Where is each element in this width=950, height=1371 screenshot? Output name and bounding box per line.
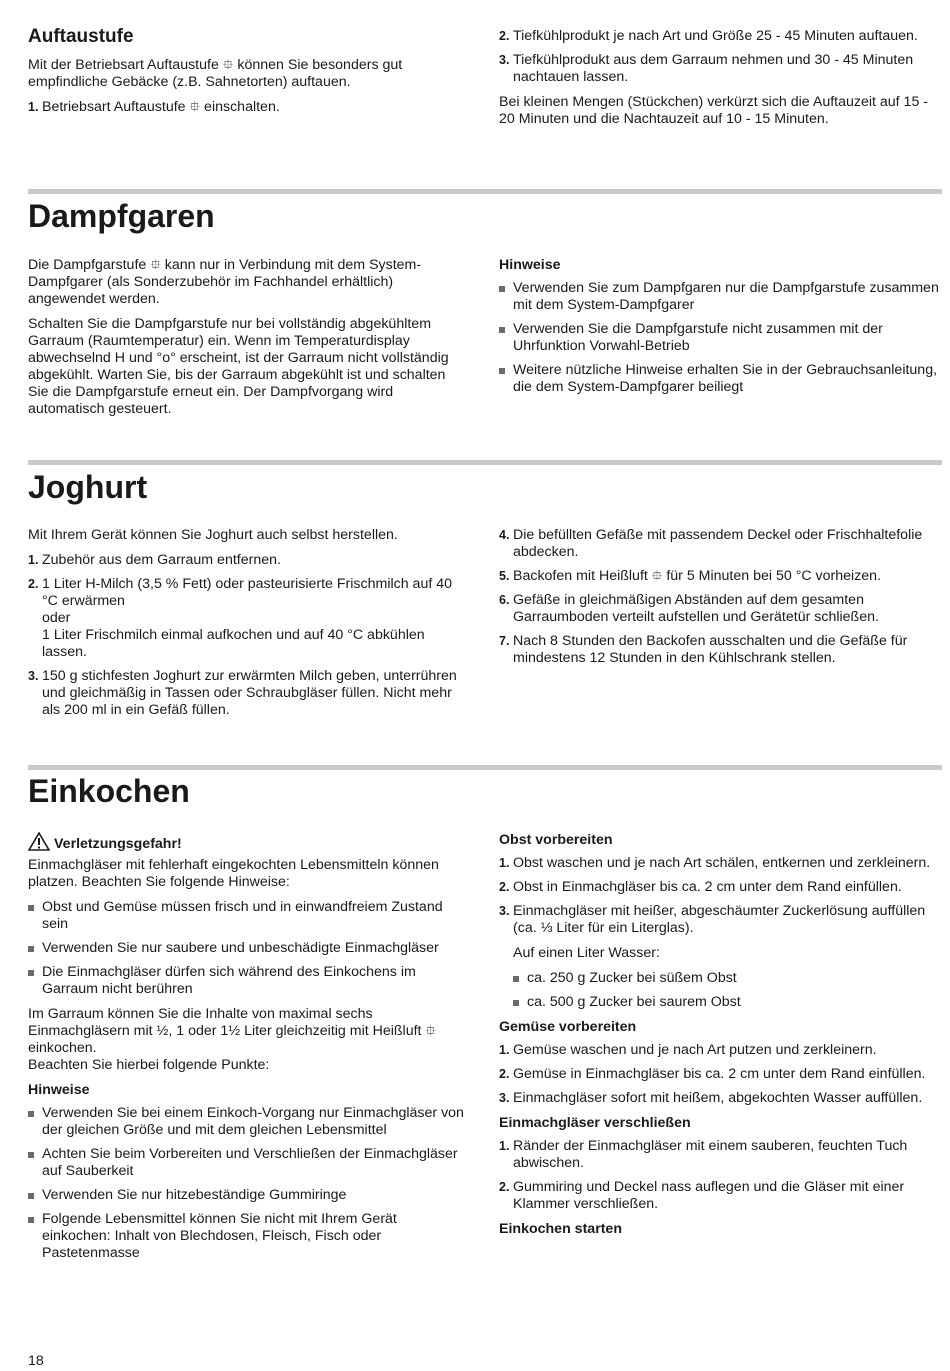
list-item: 2. Gummiring und Deckel nass auflegen und die Gläser mit einer Klammer verschließen. — [499, 1179, 905, 1212]
gemuese-title: Gemüse vorbereiten — [499, 1019, 637, 1035]
list-item: Obst und Gemüse müssen frisch und in einwandfreiem Zustand sein — [28, 899, 468, 933]
list-item: 2. Gemüse in Einmachgläser bis ca. 2 cm unter dem Rand einfüllen. — [499, 1066, 926, 1082]
einkochen-hinweise-list — [28, 1105, 468, 1262]
list-item: Verwenden Sie nur saubere und unbeschädigte Einmachgläser — [28, 940, 468, 957]
joghurt-title: Joghurt — [28, 469, 148, 505]
section-divider — [28, 189, 942, 194]
joghurt-left — [28, 527, 468, 727]
warn-text: Einmachgläser mit fehlerhaft eingekochten Lebensmitteln können platzen. Beachten Sie folgende Hinweise: — [28, 857, 439, 890]
list-item: Verwenden Sie zum Dampfgaren nur die Dampfgarstufe zusammen mit dem System-Dampfgarer — [499, 280, 939, 314]
joghurt-right — [499, 527, 939, 675]
list-item: 3. 150 g stichfesten Joghurt zur erwärmten Milch geben, unterrühren und gleichmäßig in Tassen oder Schraubgläser füllen. Nicht mehr als 200 ml in ein Gefäß füllen. — [28, 668, 457, 718]
auftau-steps-right — [499, 28, 939, 86]
warning-label: Verletzungsgefahr! — [54, 836, 182, 852]
section-divider — [28, 460, 942, 465]
dampf-p1: Die Dampfgarstufe ⯐ kann nur in Verbindung mit dem System-Dampfgarer (als Sonderzubehör im Fachhandel erhältlich) angewendet werden. — [28, 257, 422, 307]
einkochen-right — [499, 832, 939, 1244]
dampf-left — [28, 257, 468, 426]
list-item: 1. Ränder der Einmachgläser mit einem sauberen, feuchten Tuch abwischen. — [499, 1138, 908, 1171]
list-item: 1. Gemüse waschen und je nach Art putzen und zerkleinern. — [499, 1042, 877, 1058]
dampf-hinweise-list — [499, 280, 939, 396]
auftau-note: Bei kleinen Mengen (Stückchen) verkürzt sich die Auftauzeit auf 15 - 20 Minuten und die Nachtauzeit auf 10 - 15 Minuten. — [499, 94, 929, 127]
section-divider — [28, 765, 942, 770]
capacity-text: Im Garraum können Sie die Inhalte von maximal sechs Einmachgläsern mit ½, 1 oder 1½ Liter gleichzeitig mit Heißluft ⯐ einkochen. Beachten Sie hierbei folgende Punkte: — [28, 1006, 437, 1073]
start-title: Einkochen starten — [499, 1221, 622, 1237]
einkochen-title: Einkochen — [28, 773, 190, 809]
list-item: 3. Einmachgläser sofort mit heißem, abgekochten Wasser auffüllen. — [499, 1090, 923, 1106]
verschl-title: Einmachgläser verschließen — [499, 1115, 691, 1131]
auftau-steps-left — [28, 99, 468, 116]
list-item: ca. 500 g Zucker bei saurem Obst — [513, 994, 939, 1011]
dampf-right — [499, 257, 939, 404]
list-item: 2. 1 Liter H-Milch (3,5 % Fett) oder pasteurisierte Frischmilch auf 40 °C erwärmen oder 1 Liter Frischmilch einmal aufkochen und auf 40 °C abkühlen lassen. — [28, 576, 453, 660]
joghurt-steps-left — [28, 552, 468, 719]
obst-sugar-list — [513, 970, 939, 1011]
joghurt-steps-right — [499, 527, 939, 667]
list-item: Verwenden Sie bei einem Einkoch-Vorgang nur Einmachgläser von der gleichen Größe und mit dem gleichen Lebensmittel — [28, 1105, 468, 1139]
list-item: 6. Gefäße in gleichmäßigen Abständen auf dem gesamten Garraumboden verteilt aufstellen und Gerätetür schließen. — [499, 592, 879, 625]
dampf-hinweise-title: Hinweise — [499, 257, 561, 273]
list-item: Verwenden Sie nur hitzebeständige Gummiringe — [28, 1187, 468, 1204]
dampf-title: Dampfgaren — [28, 198, 215, 234]
einkochen-left — [28, 832, 468, 1270]
auftau-intro: Mit der Betriebsart Auftaustufe ⯐ können Sie besonders gut empfindliche Gebäcke (z.B. Sahnetorten) auftauen. — [28, 57, 403, 90]
obst-steps — [499, 855, 939, 937]
auftau-left — [28, 26, 468, 124]
list-item: 5. Backofen mit Heißluft ⯐ für 5 Minuten bei 50 °C vorheizen. — [499, 568, 882, 584]
list-item: 7. Nach 8 Stunden den Backofen ausschalten und die Gefäße für mindestens 12 Stunden in den Kühlschrank stellen. — [499, 633, 908, 666]
verschl-steps — [499, 1138, 939, 1213]
list-item: Folgende Lebensmittel können Sie nicht mit Ihrem Gerät einkochen: Inhalt von Blechdosen, Fleisch, Fisch oder Pastetenmasse — [28, 1211, 468, 1262]
list-item: 2. Tiefkühlprodukt je nach Art und Größe 25 - 45 Minuten auftauen. — [499, 28, 918, 44]
dampf-p2: Schalten Sie die Dampfgarstufe nur bei vollständig abgekühltem Garraum (Raumtemperatur) ein. Wenn im Temperaturdisplay abwechselnd H und °o° erscheint, ist der Garraum nicht vollständig abgekühlt. Warten Sie, bis der Garraum abgekühlt ist und schalten Sie die Dampfgarstufe erneut ein. Der Dampfvorgang wird automatisch gesteuert. — [28, 316, 449, 417]
joghurt-intro: Mit Ihrem Gerät können Sie Joghurt auch selbst herstellen. — [28, 527, 398, 543]
list-item: Achten Sie beim Vorbereiten und Verschließen der Einmachgläser auf Sauberkeit — [28, 1146, 468, 1180]
list-item: ca. 250 g Zucker bei süßem Obst — [513, 970, 939, 987]
list-item: 1. Zubehör aus dem Garraum entfernen. — [28, 552, 281, 568]
auftau-right — [499, 28, 939, 136]
warning-triangle-icon — [28, 832, 50, 851]
warning-heading — [28, 832, 468, 853]
list-item: Weitere nützliche Hinweise erhalten Sie in der Gebrauchsanleitung, die dem System-Dampfgarer beiliegt — [499, 362, 939, 396]
list-item: 3. Einmachgläser mit heißer, abgeschäumter Zuckerlösung auffüllen (ca. ⅓ Liter für ein Literglas). — [499, 903, 926, 936]
list-item: Die Einmachgläser dürfen sich während des Einkochens im Garraum nicht berühren — [28, 964, 468, 998]
list-item: 2. Obst in Einmachgläser bis ca. 2 cm unter dem Rand einfüllen. — [499, 879, 902, 895]
list-item: 1. Obst waschen und je nach Art schälen, entkernen und zerkleinern. — [499, 855, 931, 871]
obst-water: Auf einen Liter Wasser: — [513, 945, 660, 961]
list-item: 4. Die befüllten Gefäße mit passendem Deckel oder Frischhaltefolie abdecken. — [499, 527, 923, 560]
warn-list — [28, 899, 468, 998]
einkochen-hinweise-title: Hinweise — [28, 1082, 90, 1098]
page-number: 18 — [28, 1353, 44, 1369]
gemuese-steps — [499, 1042, 939, 1107]
list-item: 3. Tiefkühlprodukt aus dem Garraum nehmen und 30 - 45 Minuten nachtauen lassen. — [499, 52, 914, 85]
obst-title: Obst vorbereiten — [499, 832, 613, 848]
list-item: 1. Betriebsart Auftaustufe ⯐ einschalten. — [28, 99, 280, 115]
list-item: Verwenden Sie die Dampfgarstufe nicht zusammen mit der Uhrfunktion Vorwahl-Betrieb — [499, 321, 939, 355]
auftau-title: Auftaustufe — [28, 26, 134, 47]
